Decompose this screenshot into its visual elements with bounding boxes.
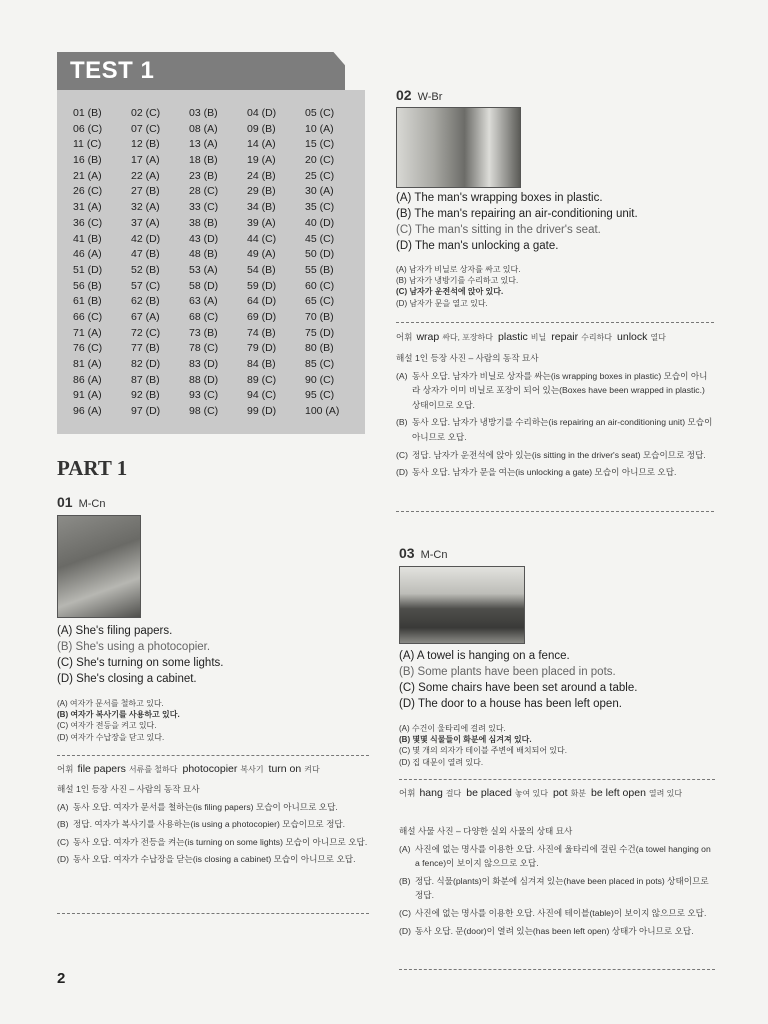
answer-cell: 22 (A) bbox=[131, 169, 160, 182]
explanation-item bbox=[399, 906, 715, 921]
answer-cell: 91 (A) bbox=[73, 389, 102, 402]
explanation-text: 동사 오답. 여자가 문서를 철하는(is filing papers) 모습이 아니므로 오답. bbox=[73, 801, 338, 812]
answer-cell: 85 (C) bbox=[305, 358, 335, 370]
question-01-translation bbox=[57, 698, 180, 743]
question-02-photo bbox=[396, 107, 521, 188]
divider bbox=[396, 322, 714, 323]
answer-cell: 21 (A) bbox=[73, 169, 102, 182]
answer-cell: 61 (B) bbox=[73, 295, 102, 308]
answer-cell: 60 (C) bbox=[305, 279, 335, 292]
answer-cell: 68 (C) bbox=[189, 310, 219, 323]
answer-cell: 100 (A) bbox=[305, 405, 340, 418]
speaker-code: M-Cn bbox=[78, 498, 106, 510]
explanation-text: 정답. 여자가 복사기를 사용하는(is using a photocopier) 모습이므로 정답. bbox=[73, 819, 346, 830]
vocab-meaning: 열려 있다 bbox=[648, 789, 683, 798]
answer-cell: 81 (A) bbox=[73, 358, 102, 370]
answer-cell: 29 (B) bbox=[247, 185, 276, 198]
answer-cell: 35 (C) bbox=[305, 201, 335, 214]
answer-cell: 46 (A) bbox=[73, 248, 102, 261]
translation-line: (C) 몇 개의 의자가 테이블 주변에 배치되어 있다. bbox=[399, 746, 567, 756]
answer-cell: 66 (C) bbox=[73, 310, 103, 323]
answer-cell: 34 (B) bbox=[247, 201, 276, 214]
answer-cell: 99 (D) bbox=[247, 405, 277, 418]
answer-cell: 41 (B) bbox=[73, 232, 102, 245]
divider bbox=[57, 755, 369, 756]
explanation-text: 동사 오답. 여자가 전등을 켜는(is turning on some lights) 모습이 아니므로 오답. bbox=[73, 836, 368, 847]
explanation-label: (D) bbox=[396, 467, 408, 478]
answer-cell: 90 (C) bbox=[305, 373, 335, 386]
divider bbox=[396, 511, 714, 512]
answer-cell: 33 (C) bbox=[189, 201, 219, 214]
vocab-word: repair bbox=[551, 331, 579, 343]
answer-cell: 58 (D) bbox=[189, 279, 219, 292]
answer-cell: 07 (C) bbox=[131, 122, 161, 135]
answer-cell: 52 (B) bbox=[131, 263, 160, 276]
answer-cell: 16 (B) bbox=[73, 154, 102, 167]
answer-cell: 39 (A) bbox=[247, 216, 276, 229]
question-02-translation bbox=[396, 264, 520, 309]
question-03-header bbox=[399, 545, 447, 561]
answer-cell: 43 (D) bbox=[189, 232, 219, 245]
answer-cell: 84 (B) bbox=[247, 358, 276, 370]
explanation-text: 동사 오답. 여자가 수납장을 닫는(is closing a cabinet) 모습이 아니므로 오답. bbox=[73, 854, 356, 865]
translation-line: (B) 몇몇 식물들이 화분에 심겨져 있다. bbox=[399, 735, 532, 745]
answer-cell: 55 (B) bbox=[305, 263, 334, 276]
answer-cell: 63 (A) bbox=[189, 295, 218, 308]
vocab-word: unlock bbox=[617, 331, 648, 343]
answer-cell: 65 (C) bbox=[305, 295, 335, 308]
explanation-text: 동사 오답. 남자가 문을 여는(is unlocking a gate) 모습이 아니므로 오답. bbox=[412, 467, 677, 478]
answer-cell: 15 (C) bbox=[305, 138, 335, 151]
answer-cell: 28 (C) bbox=[189, 185, 219, 198]
vocab-word: photocopier bbox=[182, 763, 238, 775]
answer-cell: 72 (C) bbox=[131, 326, 161, 339]
answer-cell: 06 (C) bbox=[73, 122, 103, 135]
answer-option: (A) She's filing papers. bbox=[57, 625, 173, 637]
explanation-item bbox=[57, 817, 369, 832]
translation-line: (A) 여자가 문서를 철하고 있다. bbox=[57, 699, 164, 708]
answer-cell: 83 (D) bbox=[189, 358, 219, 370]
explanation-item bbox=[57, 852, 369, 867]
answer-cell: 42 (D) bbox=[131, 232, 161, 245]
question-02-vocab bbox=[396, 330, 671, 345]
answer-cell: 96 (A) bbox=[73, 405, 102, 418]
translation-line: (C) 여자가 전등을 켜고 있다. bbox=[57, 721, 157, 731]
explanation-item bbox=[57, 835, 369, 850]
answer-option: (D) The door to a house has been left open. bbox=[399, 698, 622, 710]
explanation-item bbox=[57, 800, 369, 815]
answer-cell: 20 (C) bbox=[305, 154, 335, 167]
question-02-header bbox=[396, 87, 442, 103]
part-title: PART 1 bbox=[57, 456, 128, 480]
divider bbox=[399, 969, 715, 970]
answer-cell: 95 (C) bbox=[305, 389, 335, 402]
answer-cell: 67 (A) bbox=[131, 310, 160, 323]
answer-cell: 75 (D) bbox=[305, 326, 335, 339]
translation-line: (D) 여자가 수납장을 닫고 있다. bbox=[57, 732, 165, 742]
answer-cell: 45 (C) bbox=[305, 232, 335, 245]
vocab-meaning: 싸다, 포장하다 bbox=[442, 333, 494, 342]
translation-line: (A) 남자가 비닐로 상자를 싸고 있다. bbox=[396, 265, 521, 274]
question-01-vocab bbox=[57, 762, 325, 777]
answer-cell: 51 (D) bbox=[73, 263, 103, 276]
vocab-word: wrap bbox=[416, 331, 440, 343]
answer-cell: 57 (C) bbox=[131, 279, 161, 292]
answer-cell: 08 (A) bbox=[189, 122, 218, 135]
answer-cell: 79 (D) bbox=[247, 342, 277, 355]
explanation-label: (B) bbox=[396, 417, 408, 428]
translation-line: (A) 수건이 울타리에 걸려 있다. bbox=[399, 724, 506, 733]
answer-cell: 09 (B) bbox=[247, 122, 276, 135]
question-01-explanation bbox=[57, 782, 369, 867]
question-01-header bbox=[57, 494, 105, 510]
speaker-code: W-Br bbox=[417, 91, 443, 103]
answer-cell: 31 (A) bbox=[73, 201, 102, 214]
vocab-meaning: 켜다 bbox=[304, 765, 320, 774]
explanation-text: 동사 오답. 문(door)이 열려 있는(has been left open) 상태가 아니므로 오답. bbox=[415, 925, 694, 936]
answer-key-grid bbox=[73, 106, 363, 418]
explanation-item bbox=[399, 874, 715, 903]
explanation-header: 해설 1인 등장 사진 – 사람의 동작 묘사 bbox=[396, 353, 539, 363]
answer-cell: 23 (B) bbox=[189, 169, 218, 182]
explanation-header: 해설 사물 사진 – 다양한 실외 사물의 상태 묘사 bbox=[399, 826, 573, 836]
translation-line: (D) 집 대문이 열려 있다. bbox=[399, 757, 484, 767]
answer-cell: 70 (B) bbox=[305, 310, 334, 323]
answer-cell: 36 (C) bbox=[73, 216, 103, 229]
question-03-vocab bbox=[399, 786, 715, 801]
explanation-header: 해설 1인 등장 사진 – 사람의 동작 묘사 bbox=[57, 784, 200, 794]
answer-cell: 18 (B) bbox=[189, 154, 218, 167]
answer-cell: 24 (B) bbox=[247, 169, 276, 182]
vocab-word: turn on bbox=[268, 763, 302, 775]
answer-cell: 59 (D) bbox=[247, 279, 277, 292]
vocab-meaning: 열다 bbox=[650, 333, 666, 342]
answer-cell: 82 (D) bbox=[131, 358, 161, 370]
answer-cell: 11 (C) bbox=[73, 138, 102, 151]
answer-cell: 49 (A) bbox=[247, 248, 276, 261]
answer-cell: 87 (B) bbox=[131, 373, 160, 386]
explanation-item bbox=[399, 842, 715, 871]
answer-cell: 04 (D) bbox=[247, 107, 277, 119]
answer-option: (C) The man's sitting in the driver's seat. bbox=[396, 224, 601, 236]
vocab-tag: 어휘 bbox=[396, 332, 413, 342]
answer-cell: 30 (A) bbox=[305, 185, 334, 198]
vocab-word: pot bbox=[552, 787, 568, 799]
divider bbox=[399, 779, 715, 780]
vocab-word: hang bbox=[419, 787, 443, 799]
answer-option: (D) The man's unlocking a gate. bbox=[396, 240, 559, 252]
explanation-item bbox=[399, 924, 715, 939]
vocab-tag: 어휘 bbox=[57, 764, 74, 774]
answer-option: (B) The man's repairing an air-conditioning unit. bbox=[396, 208, 638, 220]
answer-cell: 54 (B) bbox=[247, 263, 276, 276]
vocab-meaning: 서류를 철하다 bbox=[128, 765, 178, 774]
answer-cell: 53 (A) bbox=[189, 263, 218, 276]
explanation-text: 동사 오답. 남자가 냉방기를 수리하는(is repairing an air-conditioning unit) 모습이 아니므로 오답. bbox=[412, 417, 713, 442]
translation-line: (B) 남자가 냉방기를 수리하고 있다. bbox=[396, 276, 519, 286]
vocab-meaning: 비닐 bbox=[530, 333, 547, 342]
question-03-photo bbox=[399, 566, 525, 644]
answer-cell: 62 (B) bbox=[131, 295, 160, 308]
answer-cell: 25 (C) bbox=[305, 169, 335, 182]
answer-cell: 47 (B) bbox=[131, 248, 160, 261]
answer-option: (C) She's turning on some lights. bbox=[57, 657, 224, 669]
question-01-photo bbox=[57, 515, 141, 618]
question-number: 01 bbox=[57, 494, 73, 510]
answer-option: (A) A towel is hanging on a fence. bbox=[399, 650, 570, 662]
answer-cell: 74 (B) bbox=[247, 326, 276, 339]
answer-cell: 05 (C) bbox=[305, 107, 335, 119]
answer-cell: 19 (A) bbox=[247, 154, 276, 167]
answer-cell: 40 (D) bbox=[305, 216, 335, 229]
translation-line: (D) 남자가 문을 열고 있다. bbox=[396, 298, 488, 308]
divider bbox=[57, 913, 369, 914]
explanation-item bbox=[396, 465, 714, 480]
vocab-meaning: 놓여 있다 bbox=[514, 789, 548, 798]
answer-option: (D) She's closing a cabinet. bbox=[57, 673, 197, 685]
answer-cell: 64 (D) bbox=[247, 295, 277, 308]
explanation-text: 동사 오답. 남자가 비닐로 상자를 싸는(is wrapping boxes in plastic) 모습이 아니라 상자가 이미 비닐로 포장이 되어 있는(Boxes have been wrapped in plastic.) 상태이므로 오답. bbox=[412, 370, 708, 410]
answer-cell: 38 (B) bbox=[189, 216, 218, 229]
question-03-options bbox=[399, 648, 637, 712]
answer-cell: 98 (C) bbox=[189, 405, 219, 418]
answer-cell: 69 (D) bbox=[247, 310, 277, 323]
explanation-label: (B) bbox=[399, 875, 411, 886]
explanation-label: (C) bbox=[396, 449, 408, 460]
question-number: 02 bbox=[396, 87, 412, 103]
answer-cell: 32 (A) bbox=[131, 201, 160, 214]
speaker-code: M-Cn bbox=[420, 549, 448, 561]
question-03-translation bbox=[399, 723, 567, 768]
vocab-meaning: 걸다 bbox=[445, 789, 462, 798]
answer-cell: 12 (B) bbox=[131, 138, 160, 151]
explanation-label: (D) bbox=[399, 925, 411, 936]
answer-cell: 44 (C) bbox=[247, 232, 277, 245]
answer-option: (B) She's using a photocopier. bbox=[57, 641, 211, 653]
vocab-word: file papers bbox=[77, 763, 126, 775]
explanation-label: (D) bbox=[57, 854, 69, 865]
vocab-word: plastic bbox=[498, 331, 528, 343]
answer-cell: 01 (B) bbox=[73, 107, 102, 119]
page-number: 2 bbox=[57, 970, 66, 987]
answer-option: (C) Some chairs have been set around a table. bbox=[399, 682, 638, 694]
answer-cell: 17 (A) bbox=[131, 154, 160, 167]
explanation-label: (A) bbox=[57, 801, 69, 812]
answer-cell: 86 (A) bbox=[73, 373, 102, 386]
explanation-item bbox=[396, 369, 714, 413]
answer-cell: 92 (B) bbox=[131, 389, 160, 402]
translation-line: (B) 여자가 복사기를 사용하고 있다. bbox=[57, 710, 180, 720]
answer-cell: 03 (B) bbox=[189, 107, 218, 119]
vocab-meaning: 화분 bbox=[570, 789, 587, 798]
answer-cell: 78 (C) bbox=[189, 342, 219, 355]
answer-cell: 37 (A) bbox=[131, 216, 160, 229]
vocab-word: be left open bbox=[591, 787, 646, 799]
vocab-word: be placed bbox=[466, 787, 512, 799]
explanation-text: 정답. 식물(plants)이 화분에 심겨져 있는(have been placed in pots) 상태이므로 정답. bbox=[415, 875, 709, 901]
explanation-label: (C) bbox=[399, 907, 411, 918]
question-02-options bbox=[396, 190, 638, 254]
explanation-text: 사진에 없는 명사를 이용한 오답. 사진에 울타리에 걸린 수건(a towel hanging on a fence)이 보이지 않으므로 오답. bbox=[415, 843, 711, 869]
vocab-meaning: 수리하다 bbox=[581, 333, 613, 342]
answer-option: (B) Some plants have been placed in pots. bbox=[399, 666, 616, 678]
answer-cell: 02 (C) bbox=[131, 107, 161, 119]
answer-cell: 56 (B) bbox=[73, 279, 102, 292]
explanation-text: 사진에 없는 명사를 이용한 오답. 사진에 테이블(table)이 보이지 않으므로 오답. bbox=[415, 907, 707, 918]
answer-cell: 80 (B) bbox=[305, 342, 334, 355]
explanation-text: 정답. 남자가 운전석에 앉아 있는(is sitting in the driver's seat) 모습이므로 정답. bbox=[412, 449, 706, 460]
answer-cell: 71 (A) bbox=[73, 326, 102, 339]
question-number: 03 bbox=[399, 545, 415, 561]
explanation-label: (A) bbox=[399, 843, 411, 854]
answer-cell: 89 (C) bbox=[247, 373, 277, 386]
answer-cell: 48 (B) bbox=[189, 248, 218, 261]
explanation-item bbox=[396, 448, 714, 463]
explanation-label: (C) bbox=[57, 836, 69, 847]
vocab-tag: 어휘 bbox=[399, 788, 416, 798]
answer-cell: 10 (A) bbox=[305, 122, 334, 135]
explanation-label: (B) bbox=[57, 819, 69, 830]
answer-cell: 97 (D) bbox=[131, 405, 161, 418]
explanation-item bbox=[396, 415, 714, 444]
question-02-explanation bbox=[396, 351, 714, 480]
translation-line: (C) 남자가 운전석에 앉아 있다. bbox=[396, 287, 504, 297]
answer-cell: 27 (B) bbox=[131, 185, 160, 198]
answer-cell: 13 (A) bbox=[189, 138, 218, 151]
answer-option: (A) The man's wrapping boxes in plastic. bbox=[396, 192, 603, 204]
explanation-label: (A) bbox=[396, 370, 408, 381]
answer-cell: 94 (C) bbox=[247, 389, 277, 402]
vocab-meaning: 복사기 bbox=[240, 765, 264, 774]
answer-cell: 14 (A) bbox=[247, 138, 276, 151]
answer-cell: 93 (C) bbox=[189, 389, 219, 402]
answer-cell: 50 (D) bbox=[305, 248, 335, 261]
question-03-explanation bbox=[399, 824, 715, 938]
answer-cell: 73 (B) bbox=[189, 326, 218, 339]
answer-cell: 26 (C) bbox=[73, 185, 103, 198]
answer-cell: 77 (B) bbox=[131, 342, 160, 355]
test-title: TEST 1 bbox=[70, 57, 155, 84]
answer-cell: 76 (C) bbox=[73, 342, 103, 355]
answer-cell: 88 (D) bbox=[189, 373, 219, 386]
question-01-options bbox=[57, 623, 223, 687]
